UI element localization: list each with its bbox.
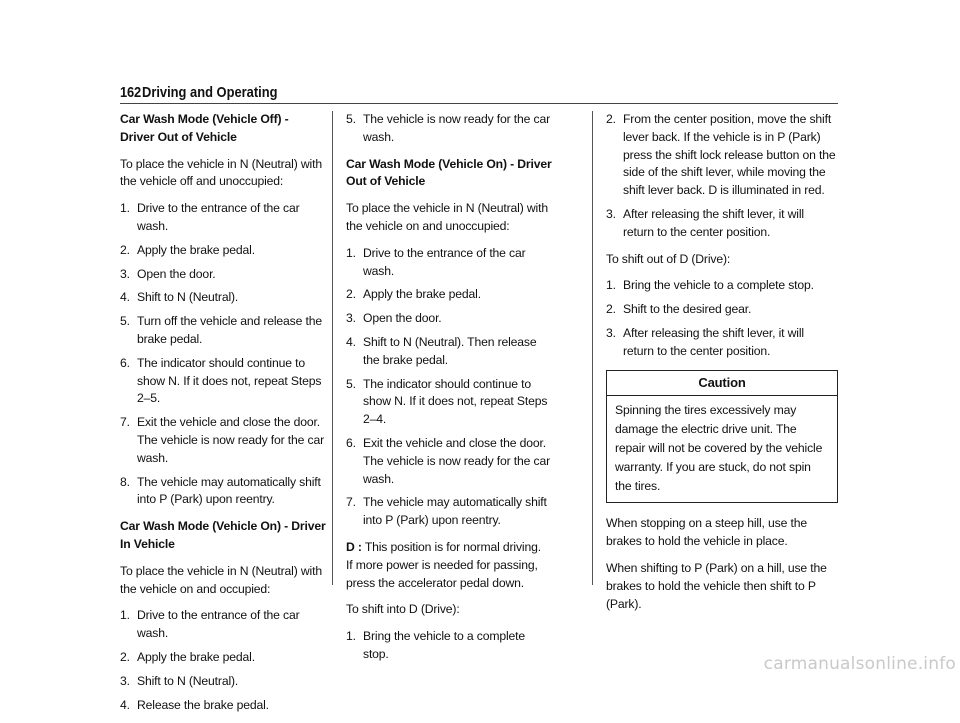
definition-label: D : (346, 539, 362, 554)
list-item: 5. The vehicle is now ready for the car wash. (346, 112, 550, 144)
caution-title: Caution (607, 371, 837, 397)
step-number: 5. (346, 376, 356, 391)
subheading-vehicle-on-driver-in: Car Wash Mode (Vehicle On) - Driver In Vehicle (120, 519, 326, 551)
step-number: 4. (120, 697, 130, 712)
step-number: 3. (606, 325, 616, 340)
list-item (346, 494, 552, 530)
step-text: Shift to N (Neutral). (137, 673, 239, 688)
header-rule (120, 103, 838, 104)
subheading-vehicle-on-driver-out: Car Wash Mode (Vehicle On) - Driver Out of Vehicle (346, 156, 552, 189)
list-item (120, 414, 326, 467)
list-item (606, 111, 838, 200)
step-text: The indicator should continue to show N. If it does not, repeat Steps 2–5. (137, 355, 322, 406)
intro-paragraph: To shift out of D (Drive): (606, 251, 731, 266)
step-text: The vehicle may automatically shift into P (Park) upon reentry. (137, 474, 321, 507)
column-divider (332, 111, 333, 585)
steps-list (606, 277, 838, 360)
step-number: 2. (120, 242, 130, 257)
list-item (120, 474, 326, 510)
step-number: 6. (120, 355, 130, 370)
step-text: Shift to the desired gear. (623, 302, 752, 317)
steps-list (346, 628, 552, 664)
step-number: 4. (346, 334, 356, 349)
step-text: Apply the brake pedal. (363, 287, 481, 302)
step-text: The vehicle may automatically shift into P (Park) upon reentry. (363, 495, 547, 528)
step-number: 1. (346, 629, 356, 644)
step-number: 3. (346, 311, 356, 326)
list-item (120, 313, 326, 349)
watermark: carmanualsonline.info (763, 654, 956, 674)
definition-text: This position is for normal driving. (364, 539, 541, 554)
list-item (120, 242, 326, 260)
list-item (120, 355, 326, 408)
step-text: Drive to the entrance of the car wash. (137, 201, 300, 233)
steps-list (120, 607, 326, 714)
step-number: 6. (346, 435, 356, 450)
step-number: 1. (120, 608, 130, 623)
step-text: Shift to N (Neutral). (137, 290, 239, 305)
page-number: 162 (120, 84, 142, 101)
step-text: Apply the brake pedal. (137, 649, 255, 664)
list-item (346, 376, 552, 429)
hill-stop-paragraph: When stopping on a steep hill, use the brakes to hold the vehicle in place. (606, 516, 807, 549)
step-number: 2. (606, 112, 616, 126)
steps-list (346, 111, 552, 147)
step-text: Open the door. (363, 311, 442, 326)
list-item (346, 628, 552, 664)
list-item (120, 289, 326, 307)
step-text: Apply the brake pedal. (137, 242, 255, 257)
step-text: From the center position, move the shift lever back. If the vehicle is in P (Park) press the shift lock release button on the side of the shift lever, while moving the shift lever back. D is illuminated in red. (623, 112, 836, 198)
list-item (346, 245, 552, 281)
list-item (606, 325, 838, 361)
step-text: Turn off the vehicle and release the brake pedal. (137, 314, 322, 346)
step-text: After releasing the shift lever, it will return to the center position. (623, 206, 804, 239)
step-number: 2. (346, 287, 356, 302)
list-item (120, 200, 326, 236)
step-number: 8. (120, 474, 130, 489)
intro-paragraph: To place the vehicle in N (Neutral) with the vehicle on and occupied: (120, 563, 322, 596)
step-text: Drive to the entrance of the car wash. (363, 245, 526, 278)
step-text: Open the door. (137, 266, 216, 281)
section-title: Driving and Operating (142, 84, 278, 101)
intro-paragraph: To place the vehicle in N (Neutral) with the vehicle off and unoccupied: (120, 156, 322, 189)
intro-paragraph: To place the vehicle in N (Neutral) with the vehicle on and unoccupied: (346, 201, 548, 233)
step-number: 4. (120, 290, 130, 305)
steps-list (606, 111, 838, 242)
list-item (120, 607, 326, 643)
step-number: 3. (606, 206, 616, 221)
list-item (120, 697, 326, 715)
list-item (346, 435, 552, 488)
list-item (120, 673, 326, 691)
step-text: After releasing the shift lever, it will return to the center position. (623, 325, 804, 358)
page-header (120, 84, 838, 104)
step-text: Bring the vehicle to a complete stop. (623, 278, 814, 293)
list-item (120, 266, 326, 284)
step-number: 1. (606, 278, 616, 293)
subheading-vehicle-off-driver-out: Car Wash Mode (Vehicle Off) - Driver Out of Vehicle (120, 112, 289, 144)
list-item (606, 277, 838, 295)
caution-box (606, 370, 838, 504)
definition-more: If more power is needed for passing, press the accelerator pedal down. (346, 557, 538, 590)
step-number: 1. (346, 245, 356, 260)
steps-list (120, 200, 326, 509)
steps-list (346, 245, 552, 530)
step-text: Drive to the entrance of the car wash. (137, 608, 300, 641)
step-text: Release the brake pedal. (137, 697, 269, 712)
step-text: Bring the vehicle to a complete stop. (363, 629, 526, 661)
step-number: 1. (120, 201, 130, 216)
list-item (606, 206, 838, 242)
step-text: Shift to N (Neutral). Then release the brake pedal. (363, 334, 537, 367)
intro-paragraph: To shift into D (Drive): (346, 602, 460, 617)
list-item (346, 286, 552, 304)
list-item (120, 649, 326, 667)
column-middle (346, 111, 552, 673)
caution-text: Spinning the tires excessively may damage the electric drive unit. The repair will not be covered by the vehicle warranty. If you are stuck, do not spin the tires. (615, 403, 823, 494)
list-item (346, 334, 552, 370)
step-number: 5. (120, 314, 130, 329)
step-number: 3. (120, 266, 130, 281)
column-right (606, 111, 838, 622)
list-item (606, 301, 838, 319)
step-text: Exit the vehicle and close the door. The vehicle is now ready for the car wash. (137, 415, 324, 465)
step-number: 2. (120, 649, 130, 664)
step-text: Exit the vehicle and close the door. The vehicle is now ready for the car wash. (363, 435, 550, 486)
step-number: 7. (120, 415, 130, 430)
step-text: The indicator should continue to show N. If it does not, repeat Steps 2–4. (363, 376, 548, 427)
list-item (346, 310, 552, 328)
step-number: 3. (120, 673, 130, 688)
column-divider (592, 111, 593, 585)
step-number: 7. (346, 495, 356, 510)
column-left (120, 111, 326, 723)
drive-definition (346, 539, 552, 592)
hill-park-paragraph: When shifting to P (Park) on a hill, use the brakes to hold the vehicle then shift to P (Park). (606, 560, 827, 611)
step-number: 2. (606, 302, 616, 317)
